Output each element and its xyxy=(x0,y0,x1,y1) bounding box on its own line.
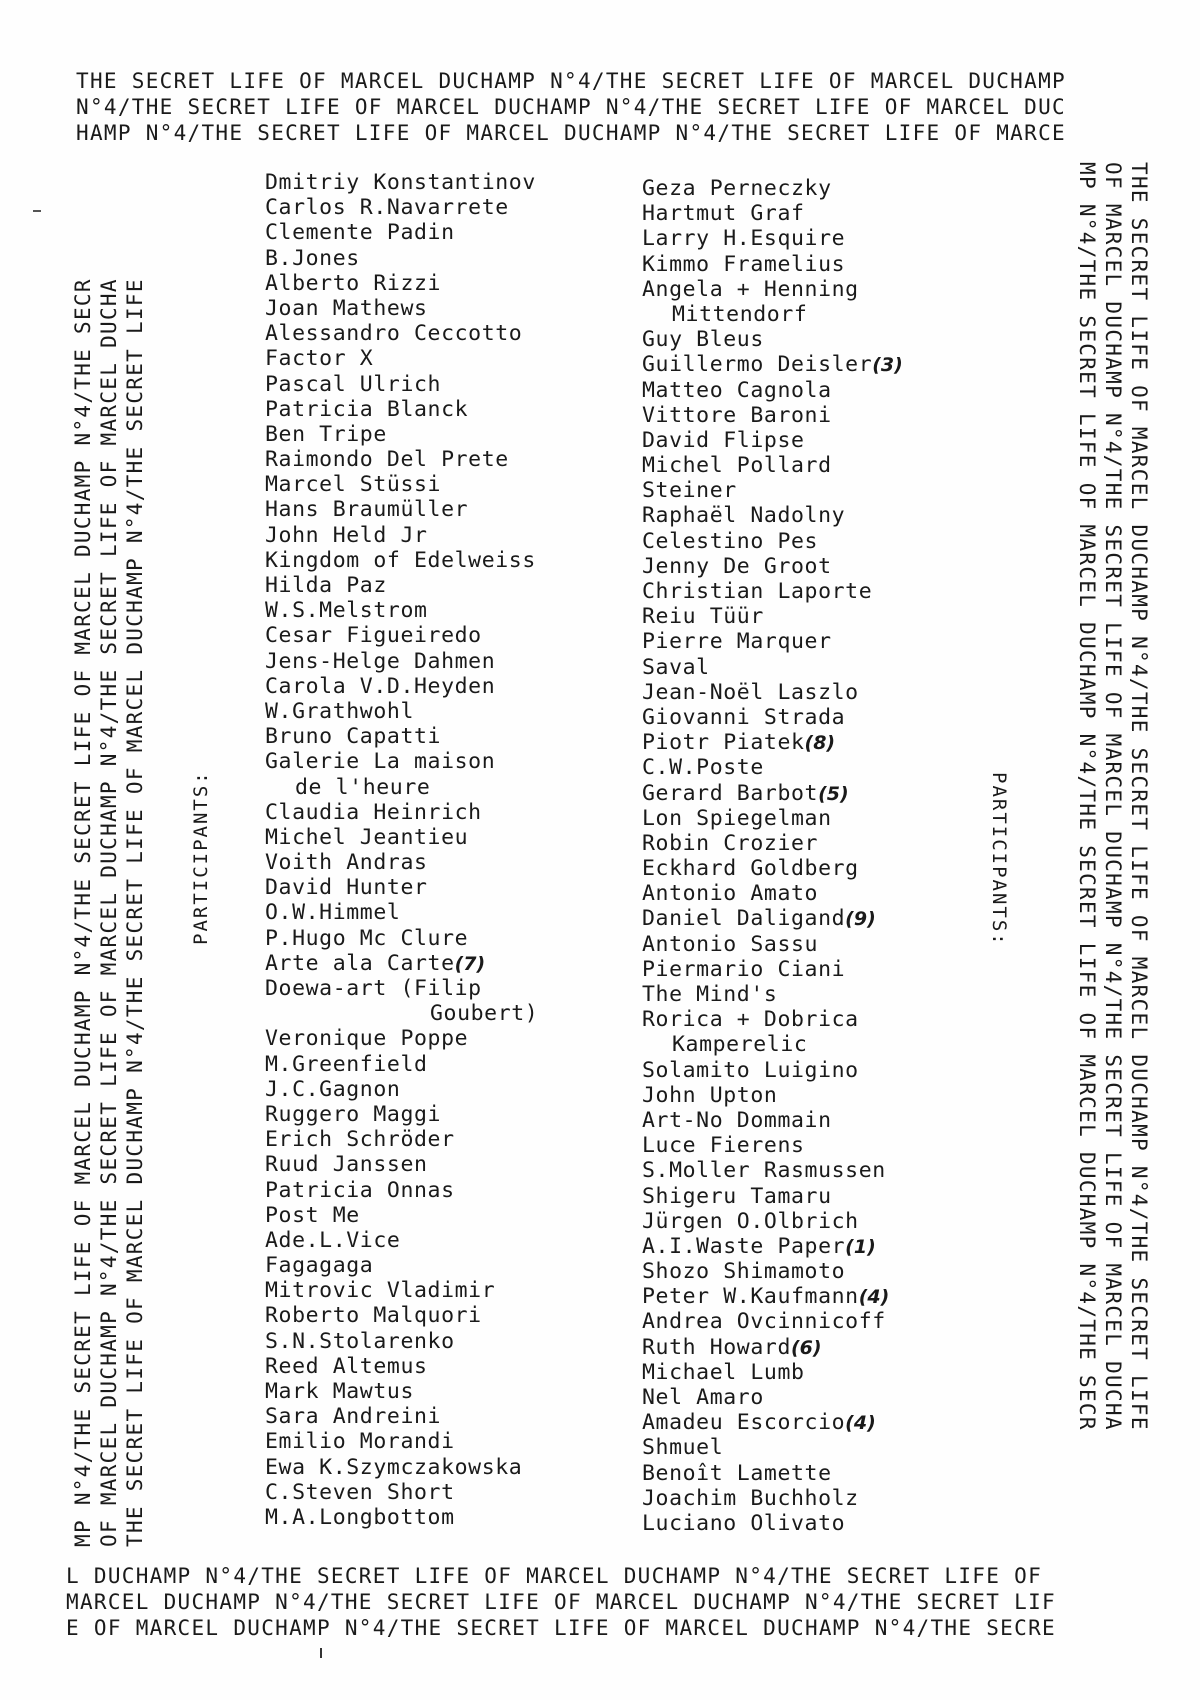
participant-name: Vittore Baroni xyxy=(642,402,832,428)
participant-name: Bruno Capatti xyxy=(265,724,442,750)
handwritten-number-note: (4) xyxy=(845,1412,876,1435)
participant-name: P.Hugo Mc Clure xyxy=(265,925,469,951)
participant-name: Raphaël Nadolny xyxy=(642,503,846,529)
participant-entry xyxy=(642,755,903,780)
participant-name: Ade.L.Vice xyxy=(265,1227,401,1253)
participant-entry xyxy=(642,856,903,881)
participant-name: Lon Spiegelman xyxy=(642,805,832,831)
participant-name: O.W.Himmel xyxy=(265,900,401,926)
participant-entry xyxy=(265,1480,538,1505)
participant-entry xyxy=(642,655,903,680)
participant-entry xyxy=(265,422,538,447)
participant-entry xyxy=(265,447,538,472)
participant-entry xyxy=(265,926,538,951)
handwritten-number-note: (7) xyxy=(454,952,486,975)
participant-entry xyxy=(642,1032,903,1057)
stray-mark xyxy=(320,1648,322,1658)
participant-name: J.C.Gagnon xyxy=(265,1076,401,1102)
stray-mark xyxy=(33,210,41,212)
participant-entry xyxy=(642,1385,903,1410)
participant-entry xyxy=(265,598,538,623)
participant-entry xyxy=(642,1486,903,1511)
participant-entry xyxy=(265,1505,538,1530)
participant-entry xyxy=(265,1102,538,1127)
participant-name: Hilda Paz xyxy=(265,573,387,598)
participant-name: Eckhard Goldberg xyxy=(642,856,859,882)
participant-entry xyxy=(265,1379,538,1404)
participant-entry xyxy=(265,775,538,800)
participant-entry xyxy=(265,1077,538,1102)
participant-name: Jenny De Groot xyxy=(642,553,832,579)
participant-name: A.I.Waste Paper xyxy=(642,1233,846,1259)
participant-name: Factor X xyxy=(265,346,374,372)
participant-entry xyxy=(642,1461,903,1486)
participant-name: John Held Jr xyxy=(265,522,428,548)
participant-name: Alberto Rizzi xyxy=(265,270,442,296)
participant-name: Jean-Noël Laszlo xyxy=(642,679,859,705)
participant-name: Marcel Stüssi xyxy=(265,472,442,498)
participant-name: The Mind's xyxy=(642,982,778,1007)
participant-entry xyxy=(265,1455,538,1480)
participant-entry xyxy=(265,1354,538,1379)
handwritten-number-note: (1) xyxy=(845,1235,876,1258)
participant-entry xyxy=(642,1158,903,1183)
participant-name: Claudia Heinrich xyxy=(265,799,482,825)
participant-entry xyxy=(642,252,903,277)
participant-name: Emilio Morandi xyxy=(265,1429,455,1455)
participant-name: Steiner xyxy=(642,478,737,504)
left-band-line: MP N°4/THE SECRET LIFE OF MARCEL DUCHAMP N°4/THE SECRET LIFE OF MARCEL DUCHAMP N°4/THE SECR xyxy=(71,278,95,1547)
participant-name: Solamito Luigino xyxy=(642,1057,859,1083)
participant-name: Gerard Barbot xyxy=(642,780,819,806)
participant-name: Antonio Amato xyxy=(642,881,819,907)
participant-entry xyxy=(265,1001,538,1026)
participant-entry xyxy=(642,957,903,982)
participant-name: Fagagaga xyxy=(265,1253,374,1279)
participant-entry xyxy=(642,378,903,403)
participant-entry xyxy=(265,523,538,548)
participant-name: Celestino Pes xyxy=(642,528,819,554)
left-band-line: THE SECRET LIFE OF MARCEL DUCHAMP N°4/THE SECRET LIFE OF MARCEL DUCHAMP N°4/THE SECRET LIFE xyxy=(123,278,147,1547)
participant-entry xyxy=(265,1329,538,1354)
participant-name: S.N.Stolarenko xyxy=(265,1328,455,1354)
bottom-repeating-title-band xyxy=(66,1563,1171,1641)
participant-name: Erich Schröder xyxy=(265,1127,455,1153)
participant-name: Mittendorf xyxy=(672,301,808,327)
participant-entry xyxy=(265,1228,538,1253)
participant-entry xyxy=(265,1429,538,1454)
participant-entry xyxy=(642,428,903,453)
participant-entry xyxy=(642,705,903,730)
handwritten-number-note: (3) xyxy=(872,354,903,377)
participant-name: Ruud Janssen xyxy=(265,1152,428,1178)
right-band-line: OF MARCEL DUCHAMP N°4/THE SECRET LIFE OF MARCEL DUCHAMP N°4/THE SECRET LIFE OF MARCEL DUCHA xyxy=(1101,162,1125,1431)
participant-entry xyxy=(265,548,538,573)
participant-name: David Flipse xyxy=(642,427,805,453)
participant-name: Shozo Shimamoto xyxy=(642,1259,846,1285)
participants-list-right xyxy=(642,176,903,1536)
participant-entry xyxy=(642,201,903,226)
participant-entry xyxy=(642,1209,903,1234)
participant-name: Ruth Howard xyxy=(642,1334,791,1360)
participant-name: W.S.Melstrom xyxy=(265,598,428,624)
participant-name: Rorica + Dobrica xyxy=(642,1007,859,1033)
right-repeating-title-band xyxy=(1068,162,1152,1547)
right-band-line: MP N°4/THE SECRET LIFE OF MARCEL DUCHAMP N°4/THE SECRET LIFE OF MARCEL DUCHAMP N°4/THE SECR xyxy=(1075,162,1099,1431)
participant-name: Shmuel xyxy=(642,1435,724,1461)
participant-entry xyxy=(642,352,903,377)
participant-name: Cesar Figueiredo xyxy=(265,623,482,649)
participant-name: Giovanni Strada xyxy=(642,704,846,730)
participant-entry xyxy=(642,982,903,1007)
participant-name: Benoît Lamette xyxy=(642,1460,832,1486)
participant-entry xyxy=(642,806,903,831)
participant-name: Nel Amaro xyxy=(642,1385,764,1410)
participant-entry xyxy=(642,680,903,705)
participant-entry xyxy=(265,573,538,598)
participant-name: Patricia Onnas xyxy=(265,1177,455,1203)
participant-name: Ruggero Maggi xyxy=(265,1101,442,1127)
handwritten-number-note: (8) xyxy=(804,732,836,755)
participant-name: Carlos R.Navarrete xyxy=(265,195,509,221)
participant-name: B.Jones xyxy=(265,245,360,271)
participant-entry xyxy=(642,1058,903,1083)
bottom-band-line: L DUCHAMP N°4/THE SECRET LIFE OF MARCEL DUCHAMP N°4/THE SECRET LIFE OF xyxy=(66,1564,1043,1588)
participant-name: Larry H.Esquire xyxy=(642,226,846,252)
participant-name: Kimmo Framelius xyxy=(642,251,846,277)
participant-name: Veronique Poppe xyxy=(265,1026,469,1052)
participant-name: Robin Crozier xyxy=(642,830,819,856)
participant-entry xyxy=(265,195,538,220)
participant-entry xyxy=(642,554,903,579)
participant-entry xyxy=(642,1511,903,1536)
top-band-line: N°4/THE SECRET LIFE OF MARCEL DUCHAMP N°4/THE SECRET LIFE OF MARCEL DUC xyxy=(76,95,1066,119)
participant-name: Daniel Daligand xyxy=(642,906,846,932)
participant-name: Amadeu Escorcio xyxy=(642,1410,846,1436)
handwritten-number-note: (6) xyxy=(791,1336,822,1359)
participant-entry xyxy=(642,906,903,931)
participant-name: Jens-Helge Dahmen xyxy=(265,648,496,674)
participant-entry xyxy=(265,1404,538,1429)
participant-entry xyxy=(265,1203,538,1228)
participant-entry xyxy=(642,478,903,503)
handwritten-number-note: (9) xyxy=(845,908,876,931)
participant-entry xyxy=(265,649,538,674)
participant-entry xyxy=(265,497,538,522)
participant-name: M.Greenfield xyxy=(265,1051,428,1077)
top-band-line: THE SECRET LIFE OF MARCEL DUCHAMP N°4/THE SECRET LIFE OF MARCEL DUCHAMP xyxy=(76,69,1066,93)
participant-name: Kamperelic xyxy=(672,1032,808,1058)
participant-entry xyxy=(642,176,903,201)
participant-entry xyxy=(642,403,903,428)
participant-entry xyxy=(642,1309,903,1334)
participant-entry xyxy=(265,1178,538,1203)
participant-entry xyxy=(265,1052,538,1077)
participant-entry xyxy=(265,472,538,497)
left-band-line: OF MARCEL DUCHAMP N°4/THE SECRET LIFE OF MARCEL DUCHAMP N°4/THE SECRET LIFE OF MARCEL DUCHA xyxy=(97,278,121,1547)
participant-entry xyxy=(265,1127,538,1152)
participant-name: Christian Laporte xyxy=(642,579,873,604)
participant-name: Michel Pollard xyxy=(642,453,832,479)
participant-name: David Hunter xyxy=(265,875,428,901)
participant-name: Angela + Henning xyxy=(642,276,859,302)
participant-entry xyxy=(642,1259,903,1284)
participant-name: Pierre Marquer xyxy=(642,629,832,655)
participant-entry xyxy=(642,1360,903,1385)
participant-entry xyxy=(265,724,538,749)
participant-entry xyxy=(642,1083,903,1108)
participant-name: Shigeru Tamaru xyxy=(642,1183,832,1209)
handwritten-number-note: (4) xyxy=(858,1286,890,1309)
participant-name: Arte ala Carte xyxy=(265,950,455,976)
participant-name: Luce Fierens xyxy=(642,1133,805,1159)
participant-entry xyxy=(265,825,538,850)
participant-name: Dmitriy Konstantinov xyxy=(265,170,536,195)
participant-name: Pascal Ulrich xyxy=(265,371,442,397)
participant-entry xyxy=(265,1253,538,1278)
participant-name: Hartmut Graf xyxy=(642,201,805,227)
participant-name: Geza Perneczky xyxy=(642,176,832,201)
participant-name: C.W.Poste xyxy=(642,755,764,781)
participant-name: Hans Braumüller xyxy=(265,497,469,523)
participant-name: Joan Mathews xyxy=(265,295,428,321)
top-repeating-title-band xyxy=(76,68,1171,146)
participant-entry xyxy=(642,327,903,352)
participant-entry xyxy=(265,699,538,724)
participant-name: Ewa K.Szymczakowska xyxy=(265,1454,523,1480)
participant-name: Michael Lumb xyxy=(642,1359,805,1385)
participant-name: Goubert) xyxy=(430,1001,539,1027)
participant-name: Saval xyxy=(642,654,710,680)
participant-name: Art-No Dommain xyxy=(642,1107,832,1133)
participant-entry xyxy=(642,781,903,806)
participant-entry xyxy=(265,397,538,422)
participant-entry xyxy=(642,932,903,957)
participant-entry xyxy=(265,900,538,925)
participant-entry xyxy=(265,1026,538,1051)
participant-entry xyxy=(642,302,903,327)
participant-entry xyxy=(265,749,538,774)
participant-name: Alessandro Ceccotto xyxy=(265,321,523,347)
participant-name: Matteo Cagnola xyxy=(642,377,832,403)
bottom-band-line: E OF MARCEL DUCHAMP N°4/THE SECRET LIFE OF MARCEL DUCHAMP N°4/THE SECRE xyxy=(66,1616,1056,1640)
participant-entry xyxy=(265,346,538,371)
participant-name: Clemente Padin xyxy=(265,220,455,246)
participant-entry xyxy=(265,623,538,648)
participant-entry xyxy=(642,1108,903,1133)
participant-name: Mark Mawtus xyxy=(265,1379,414,1404)
top-band-line: HAMP N°4/THE SECRET LIFE OF MARCEL DUCHAMP N°4/THE SECRET LIFE OF MARCE xyxy=(76,121,1066,145)
participant-entry xyxy=(642,1284,903,1309)
participant-name: W.Grathwohl xyxy=(265,698,414,724)
participant-entry xyxy=(642,1234,903,1259)
participant-entry xyxy=(265,372,538,397)
participants-label-left: PARTICIPANTS: xyxy=(190,770,212,945)
left-repeating-title-band xyxy=(70,162,150,1547)
participant-entry xyxy=(642,1007,903,1032)
participant-name: C.Steven Short xyxy=(265,1479,455,1505)
participant-name: John Upton xyxy=(642,1082,778,1108)
participant-name: Michel Jeantieu xyxy=(265,824,469,850)
participant-entry xyxy=(265,321,538,346)
participant-name: Patricia Blanck xyxy=(265,396,469,422)
participant-entry xyxy=(642,1435,903,1460)
participant-name: Kingdom of Edelweiss xyxy=(265,547,536,573)
participant-entry xyxy=(642,226,903,251)
participant-entry xyxy=(265,976,538,1001)
participant-name: Reiu Tüür xyxy=(642,604,764,630)
participant-name: de l'heure xyxy=(295,774,431,800)
participant-name: Roberto Malquori xyxy=(265,1303,482,1329)
participant-entry xyxy=(265,850,538,875)
participant-name: Mitrovic Vladimir xyxy=(265,1278,496,1304)
participant-name: Doewa-art (Filip xyxy=(265,976,482,1001)
participant-name: Piermario Ciani xyxy=(642,956,846,982)
participant-name: Voith Andras xyxy=(265,850,428,876)
participant-entry xyxy=(642,1133,903,1158)
participant-name: Carola V.D.Heyden xyxy=(265,673,496,699)
participant-entry xyxy=(642,1184,903,1209)
participant-entry xyxy=(265,246,538,271)
participant-entry xyxy=(265,1278,538,1303)
participant-entry xyxy=(642,730,903,755)
participant-entry xyxy=(642,579,903,604)
participant-name: Jürgen O.Olbrich xyxy=(642,1208,859,1234)
participant-name: Post Me xyxy=(265,1202,360,1228)
participant-entry xyxy=(642,604,903,629)
participant-entry xyxy=(642,277,903,302)
participant-name: Galerie La maison xyxy=(265,749,496,775)
participant-name: Guillermo Deisler xyxy=(642,352,873,378)
participant-entry xyxy=(265,170,538,195)
participant-entry xyxy=(642,1410,903,1435)
participant-entry xyxy=(642,529,903,554)
participant-name: S.Moller Rasmussen xyxy=(642,1158,886,1184)
participant-entry xyxy=(265,1303,538,1328)
participant-entry xyxy=(265,674,538,699)
participant-entry xyxy=(265,296,538,321)
participant-entry xyxy=(265,951,538,976)
participant-entry xyxy=(642,831,903,856)
right-band-line: THE SECRET LIFE OF MARCEL DUCHAMP N°4/THE SECRET LIFE OF MARCEL DUCHAMP N°4/THE SECRET LIFE xyxy=(1127,162,1151,1431)
participant-name: Guy Bleus xyxy=(642,327,764,353)
participants-list-left xyxy=(265,170,538,1530)
handwritten-number-note: (5) xyxy=(818,782,849,805)
participant-entry xyxy=(265,1152,538,1177)
participants-label-right: PARTICIPANTS: xyxy=(988,772,1010,947)
participant-name: M.A.Longbottom xyxy=(265,1504,455,1530)
participant-entry xyxy=(642,503,903,528)
participant-name: Raimondo Del Prete xyxy=(265,447,509,473)
bottom-band-line: MARCEL DUCHAMP N°4/THE SECRET LIFE OF MARCEL DUCHAMP N°4/THE SECRET LIF xyxy=(66,1590,1056,1614)
participant-name: Sara Andreini xyxy=(265,1404,442,1430)
participant-name: Piotr Piatek xyxy=(642,730,805,756)
participant-name: Antonio Sassu xyxy=(642,931,819,957)
participant-entry xyxy=(265,800,538,825)
participant-name: Peter W.Kaufmann xyxy=(642,1284,859,1310)
participant-name: Luciano Olivato xyxy=(642,1510,846,1536)
participant-entry xyxy=(265,220,538,245)
participant-name: Ben Tripe xyxy=(265,421,387,447)
participant-entry xyxy=(642,629,903,654)
participant-entry xyxy=(265,875,538,900)
participant-entry xyxy=(642,1335,903,1360)
participant-name: Andrea Ovcinnicoff xyxy=(642,1309,886,1335)
participant-name: Joachim Buchholz xyxy=(642,1485,859,1511)
participant-entry xyxy=(265,271,538,296)
participant-entry xyxy=(642,453,903,478)
participant-name: Reed Altemus xyxy=(265,1353,428,1379)
participant-entry xyxy=(642,881,903,906)
